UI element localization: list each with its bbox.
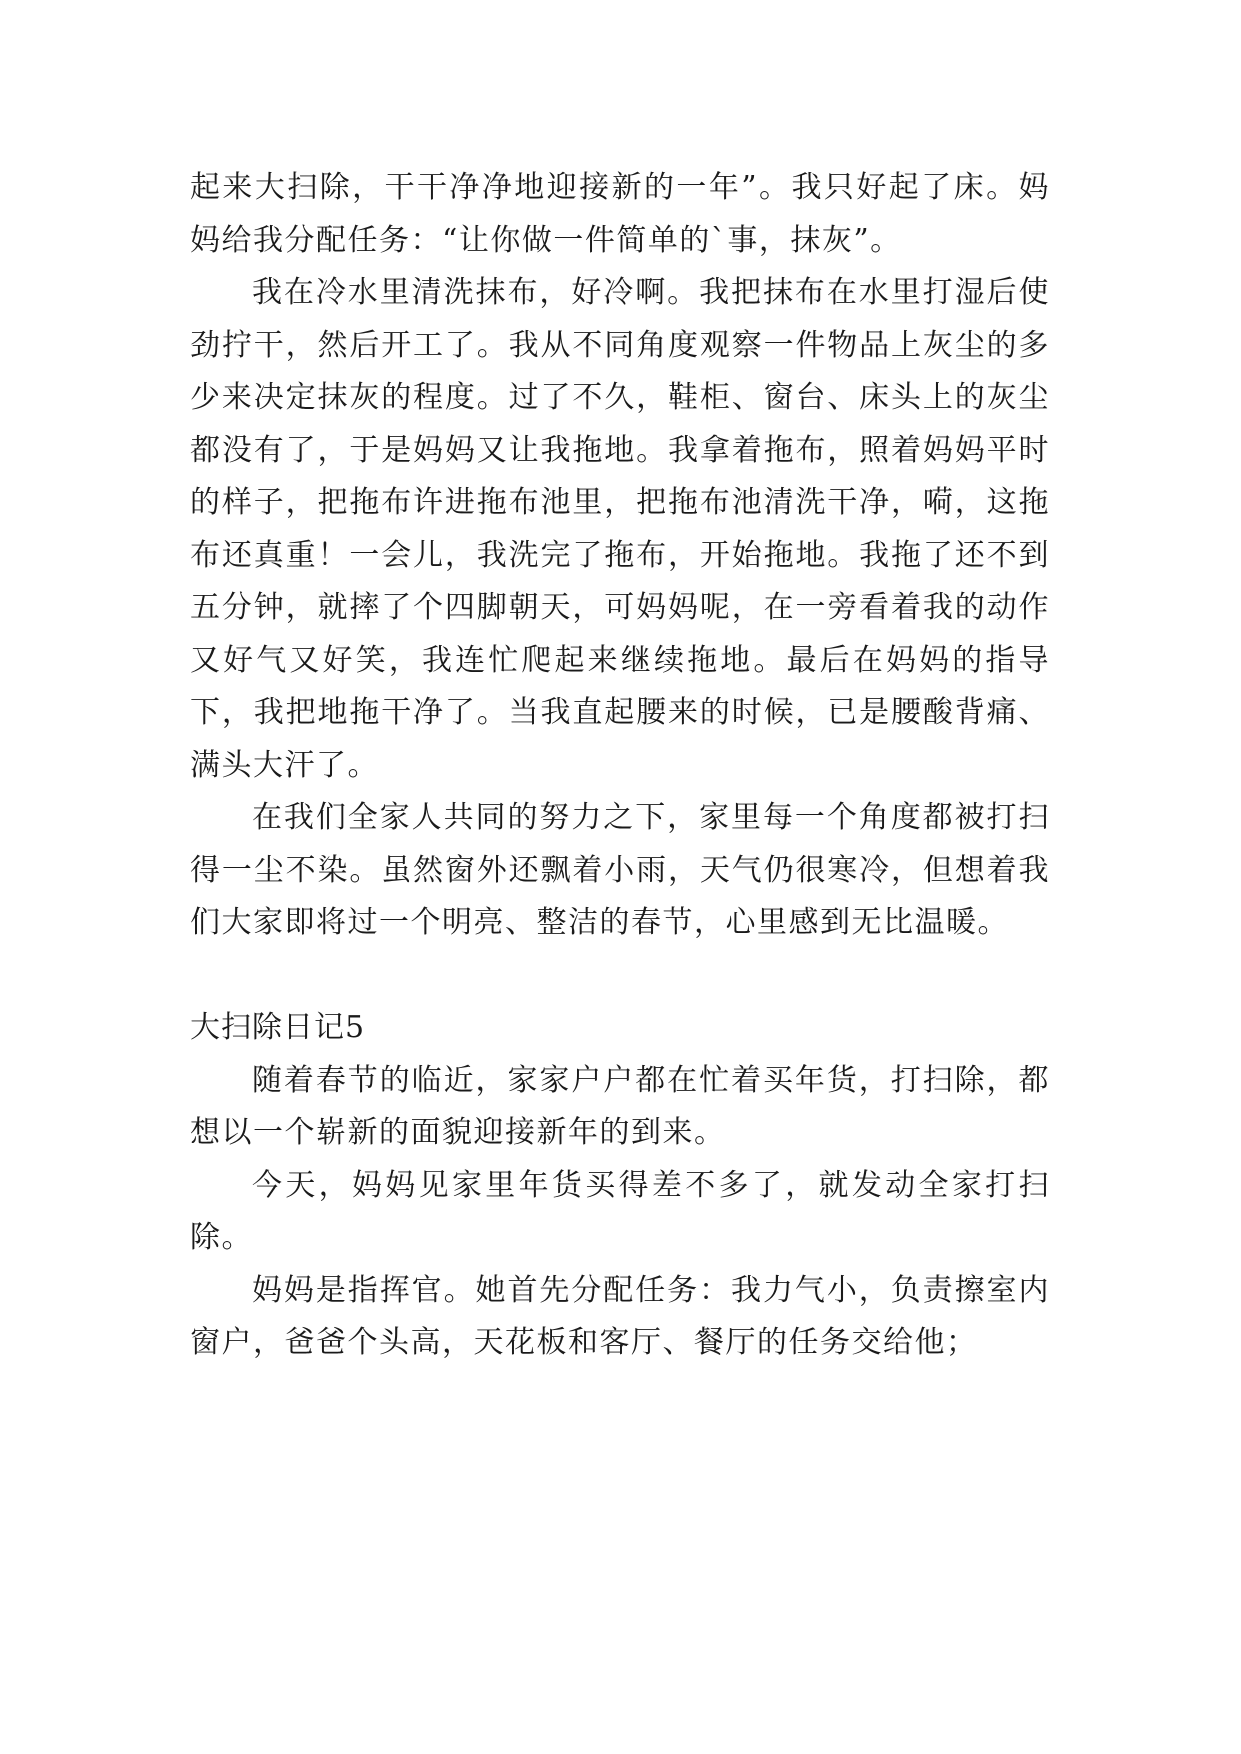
- paragraph-assignment: 妈妈是指挥官。她首先分配任务：我力气小，负责擦室内窗户，爸爸个头高，天花板和客厅、餐厅的任务交给他；: [190, 1272, 1050, 1360]
- section-heading: 大扫除日记5: [190, 1010, 366, 1045]
- paragraph-conclusion: 在我们全家人共同的努力之下，家里每一个角度都被打扫得一尘不染。虽然窗外还飘着小雨，天气仍很寒冷，但想着我们大家即将过一个明亮、整洁的春节，心里感到无比温暖。: [190, 800, 1050, 940]
- paragraph-today: 今天，妈妈见家里年货买得差不多了，就发动全家打扫除。: [190, 1167, 1050, 1255]
- document-body: [190, 162, 1050, 1370]
- paragraph-intro: 随着春节的临近，家家户户都在忙着买年货，打扫除，都想以一个崭新的面貌迎接新年的到来。: [190, 1062, 1050, 1150]
- paragraph-continuation: 起来大扫除，干干净净地迎接新的一年”。我只好起了床。妈妈给我分配任务：“让你做一件简单的`事，抹灰”。: [190, 170, 1050, 258]
- paragraph-mopping: 我在冷水里清洗抹布，好冷啊。我把抹布在水里打湿后使劲拧干，然后开工了。我从不同角度观察一件物品上灰尘的多少来决定抹灰的程度。过了不久，鞋柜、窗台、床头上的灰尘都没有了，于是妈妈又让我拖地。我拿着拖布，照着妈妈平时的样子，把拖布许进拖布池里，把拖布池清洗干净，嗬，这拖布还真重！一会儿，我洗完了拖布，开始拖地。我拖了还不到五分钟，就摔了个四脚朝天，可妈妈呢，在一旁看着我的动作又好气又好笑，我连忙爬起来继续拖地。最后在妈妈的指导下，我把地拖干净了。当我直起腰来的时候，已是腰酸背痛、满头大汗了。: [190, 275, 1050, 783]
- section-spacer: [190, 950, 1050, 1003]
